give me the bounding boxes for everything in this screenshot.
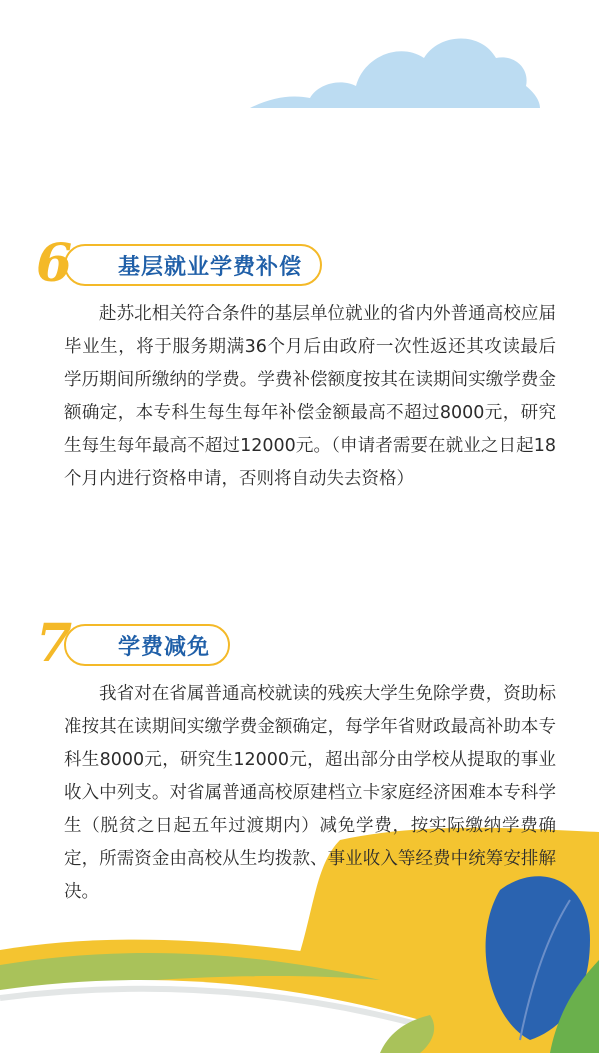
section-body: 我省对在省属普通高校就读的残疾大学生免除学费，资助标准按其在读期间实缴学费金额确定，每学年省财政最高补助本专科生8000元，研究生12000元，超出部分由学校从提取的事业收入中列支。对省属普通高校原建档立卡家庭经济困难本专科学生（脱贫之日起五年过渡期内）减免学费，按实际缴纳学费确定，所需资金由高校从生均拨款、事业收入等经费中统筹安排解决。 [64, 684, 556, 902]
section-title-pill [64, 244, 322, 286]
section-number: 6 [36, 233, 73, 294]
section-title: 基层就业学费补偿 [118, 254, 303, 280]
section-title: 学费减免 [118, 634, 211, 660]
section-title-pill [64, 624, 230, 666]
section-number: 7 [36, 613, 73, 674]
section-body: 赴苏北相关符合条件的基层单位就业的省内外普通高校应届毕业生，将于服务期满36个月后由政府一次性返还其攻读最后学历期间所缴纳的学费。学费补偿额度按其在读期间实缴学费金额确定，本专科生每生每年补偿金额最高不超过8000元，研究生每生每年最高不超过12000元。（申请者需要在就业之日起18个月内进行资格申请，否则将自动失去资格） [64, 304, 556, 489]
cloud-illustration [240, 28, 540, 114]
